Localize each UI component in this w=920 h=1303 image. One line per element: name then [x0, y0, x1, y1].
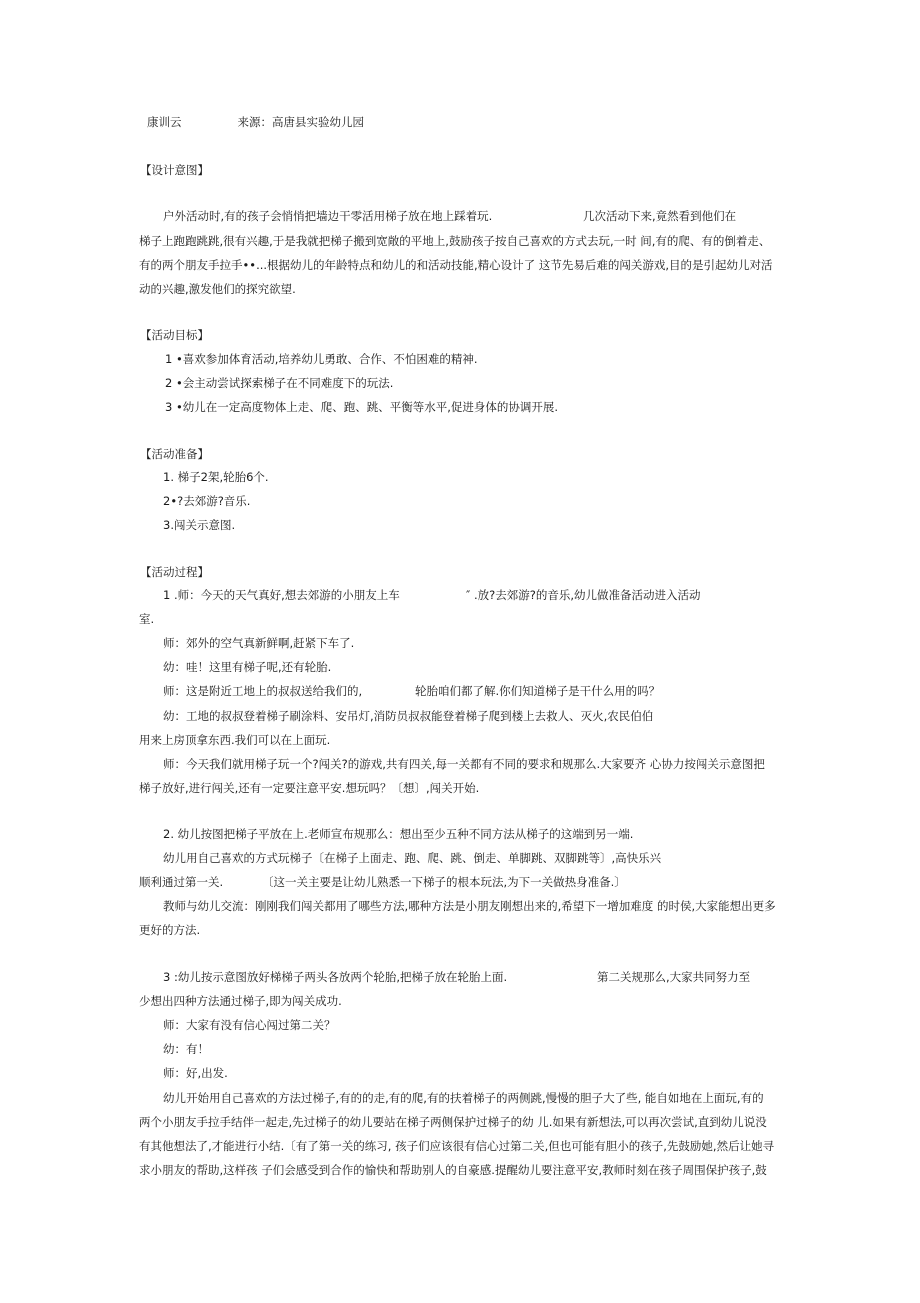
process-line: 师：好,出发.	[163, 1066, 228, 1080]
process-line: 更好的方法.	[139, 923, 201, 937]
process-line: 轮胎咱们都了解.你们知道梯子是干什么用的吗？	[415, 684, 661, 698]
author: 康训云	[147, 115, 182, 129]
process-line: 幼：有！	[163, 1042, 209, 1056]
process-line: 幼儿开始用自己喜欢的方法过梯子,有的的走,有的爬,有的扶着梯子的两侧跳,慢慢的胆子大了些, 能自如地在上面玩,有的	[163, 1091, 764, 1105]
prep-item: 3.闯关示意图.	[163, 518, 236, 532]
process-line: 师：今天我们就用梯子玩一个?闯关?的游戏,共有四关,每一关都有不同的要求和规那么.大家要齐 心协力按闯关示意图把	[163, 757, 765, 771]
process-line: 两个小朋友手拉手结伴一起走,先过梯子的幼儿要站在梯子两侧保护过梯子的幼 儿.如果有新想法,可以再次尝试,直到幼儿说没	[139, 1115, 767, 1129]
process-line: 顺利通过第一关.	[139, 875, 224, 889]
prep-item: 1. 梯子2架,轮胎6个.	[163, 470, 269, 484]
process-line: 幼：工地的叔叔登着梯子刷涂料、安吊灯,消防员叔叔能登着梯子爬到楼上去救人、灭火,农民伯伯	[163, 709, 654, 723]
prep-item: 2•?去郊游?音乐.	[163, 494, 251, 508]
process-line: 用来上房顶拿东西.我们可以在上面玩.	[139, 733, 331, 747]
process-line: 幼：哇！这里有梯子呢,还有轮胎.	[163, 660, 332, 674]
process-line: 〔这一关主要是让幼儿熟悉一下梯子的根本玩法,为下一关做热身准备.〕	[262, 875, 626, 889]
process-line: 少想出四种方法通过梯子,即为闯关成功.	[139, 994, 342, 1008]
process-line: 师：这是附近工地上的叔叔送给我们的,	[163, 684, 363, 698]
design-heading: 【设计意图】	[140, 163, 209, 177]
goal-item: 3 •幼儿在一定高度物体上走、爬、跑、跳、平衡等水平,促进身体的协调开展.	[165, 400, 559, 414]
process-line: 室.	[139, 612, 155, 626]
source: 来源：高唐县实验幼儿园	[237, 115, 364, 129]
goal-item: 2 •会主动尝试探索梯子在不同难度下的玩法.	[165, 376, 394, 390]
design-line-4: 动的兴趣,激发他们的探究欲望.	[139, 282, 296, 296]
process-line: 3 :幼儿按示意图放好梯梯子两头各放两个轮胎,把梯子放在轮胎上面.	[163, 970, 508, 984]
process-line: 师：大家有没有信心闯过第二关？	[163, 1018, 336, 1032]
design-line-2: 梯子上跑跑跳跳,很有兴趣,于是我就把梯子搬到宽敞的平地上,鼓励孩子按自己喜欢的方式去玩,一时 间,有的爬、有的倒着走、	[139, 234, 771, 248]
design-line-1b: 几次活动下来,竟然看到他们在	[583, 209, 737, 223]
process-line: 求小朋友的帮助,这样孩 子们会感受到合作的愉快和帮助别人的自豪感.提醒幼儿要注意平安,教师时刻在孩子周围保护孩子,鼓	[139, 1163, 767, 1177]
design-line-3: 有的两个朋友手拉手••...根据幼儿的年龄特点和幼儿的和活动技能,精心设计了 这节先易后难的闯关游戏,目的是引起幼儿对活	[139, 258, 773, 272]
process-line: 2. 幼儿按图把梯子平放在上.老师宣布规那么：想出至少五种不同方法从梯子的这端到另一端.	[163, 827, 634, 841]
goals-heading: 【活动目标】	[140, 328, 209, 342]
process-line: 幼儿用自己喜欢的方式玩梯子〔在梯子上面走、跑、爬、跳、倒走、单脚跳、双脚跳等〕,高快乐兴	[163, 851, 662, 865]
process-line: 1 .师：今天的天气真好,想去郊游的小朋友上车	[163, 588, 400, 602]
process-line: ″ .放?去郊游?的音乐,幼儿做准备活动进入活动	[466, 588, 701, 602]
process-line: 教师与幼儿交流：刚刚我们闯关都用了哪些方法,哪种方法是小朋友刚想出来的,希望下一增加难度 的时侯,大家能想出更多	[163, 899, 776, 913]
goal-item: 1 •喜欢参加体育活动,培养幼儿勇敢、合作、不怕困难的精神.	[165, 352, 478, 366]
process-line: 第二关规那么,大家共同努力至	[597, 970, 751, 984]
design-line-1a: 户外活动时,有的孩子会悄悄把墙边干零活用梯子放在地上踩着玩.	[163, 209, 493, 223]
process-heading: 【活动过程】	[140, 565, 209, 579]
process-line: 有其他想法了,才能进行小结.〔有了第一关的练习, 孩子们应该很有信心过第二关,但也可能有胆小的孩子,先鼓励她,然后让她寻	[139, 1139, 775, 1153]
author-line	[147, 114, 364, 130]
process-line: 梯子放好,进行闯关,还有一定要注意平安.想玩吗？〔想〕,闯关开始.	[139, 781, 480, 795]
process-line: 师：郊外的空气真新鲜啊,赶紧下车了.	[163, 636, 355, 650]
prep-heading: 【活动准备】	[140, 447, 209, 461]
